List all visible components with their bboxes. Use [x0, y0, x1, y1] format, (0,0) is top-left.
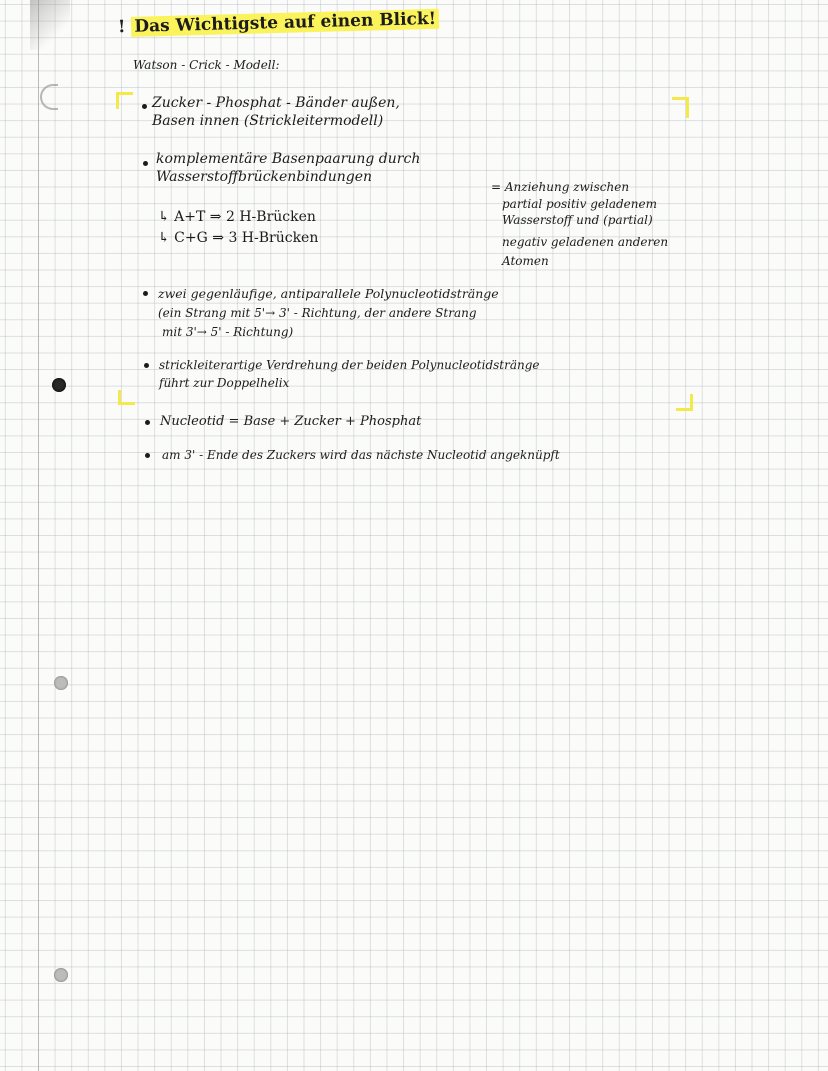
punch-hole-icon — [54, 676, 68, 690]
side-note-line: negativ geladenen anderen — [502, 235, 669, 249]
text-line: komplementäre Basenpaarung durch — [156, 151, 421, 167]
highlight-bracket-top-right — [672, 97, 689, 118]
text-line: strickleiterartige Verdrehung der beiden Polynucleotidstränge — [159, 358, 540, 372]
side-note-line: = Anziehung zwischen — [491, 180, 630, 194]
punch-hole-icon — [54, 968, 68, 982]
section-heading: Watson - Crick - Modell: — [133, 58, 280, 72]
text-line: mit 3'→ 5' - Richtung) — [162, 325, 294, 339]
text-line: am 3' - Ende des Zuckers wird das nächste Nucleotid angeknüpft — [162, 448, 560, 462]
bullet-icon — [142, 104, 147, 109]
text-line: Zucker - Phosphat - Bänder außen, — [152, 95, 400, 111]
side-note-line: partial positiv geladenem — [502, 197, 657, 211]
text-line: (ein Strang mit 5'→ 3' - Richtung, der andere Strang — [158, 306, 477, 320]
highlight-bracket-top-left — [116, 92, 133, 109]
bullet-icon — [145, 453, 150, 458]
punch-hole-icon — [52, 378, 66, 392]
title-exclamation: ! — [117, 17, 126, 38]
side-note-line: Wasserstoff und (partial) — [502, 213, 653, 227]
text-line: Wasserstoffbrückenbindungen — [156, 169, 373, 185]
text-line: Basen innen (Strickleitermodell) — [152, 113, 384, 129]
page-corner-shadow — [30, 0, 70, 50]
bullet-icon — [143, 291, 148, 296]
margin-edge-mark — [40, 84, 58, 110]
text-line: Nucleotid = Base + Zucker + Phosphat — [160, 414, 422, 429]
title-text: Das Wichtigste auf einen Blick! — [131, 9, 439, 37]
bullet-icon — [143, 161, 148, 166]
text-line: zwei gegenläufige, antiparallele Polynucleotidstränge — [158, 286, 499, 301]
highlight-bracket-bottom-left — [118, 390, 135, 405]
margin-line — [38, 0, 39, 1071]
highlight-bracket-bottom-right — [676, 394, 693, 411]
text-line: ↳ A+T ⇒ 2 H-Brücken — [158, 209, 316, 225]
side-note-line: Atomen — [502, 254, 549, 268]
text-line: ↳ C+G ⇒ 3 H-Brücken — [158, 230, 319, 246]
text-line: führt zur Doppelhelix — [159, 376, 290, 390]
bullet-icon — [145, 420, 150, 425]
page-title — [117, 8, 439, 38]
bullet-icon — [144, 363, 149, 368]
